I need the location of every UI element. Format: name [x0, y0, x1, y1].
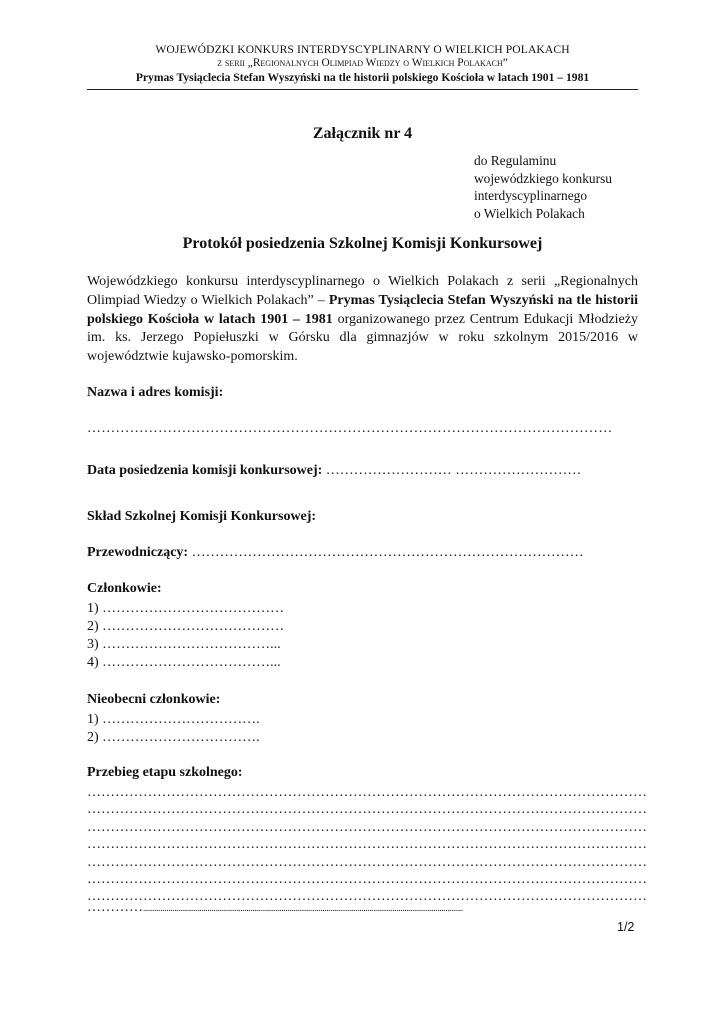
annex-ref-line: wojewódzkiego konkursu	[474, 170, 612, 186]
intro-bold-topic: Prymas Tysiąclecia Stefan Wyszyński na tle historii polskiego Kościoła w latach 1901 – 1981	[87, 292, 639, 327]
meeting-date-row	[87, 463, 581, 479]
annex-ref-line: do Regulaminu	[474, 153, 557, 168]
chair-row	[87, 545, 584, 561]
absent-member-field[interactable]: 2) …………………………….	[87, 730, 260, 745]
header-series	[87, 57, 638, 69]
intro-text-end: organizowanego przez Centrum Edukacji Młodzieży im. ks. Jerzego Popiełuszki w Górsku dla gimnazjów w roku szkolnym 2015/2016 w województwie kujawsko-pomorskim.	[87, 311, 638, 365]
course-line[interactable]: …………………………………………………………………………………………………………	[87, 837, 647, 853]
intro-text: Wojewódzkiego konkursu interdyscyplinarnego o Wielkich Polakach z serii „Regionalnych Olimpiad Wiedzy o Wielkich Polakach” –	[87, 274, 638, 308]
header-divider	[87, 89, 638, 90]
course-last-dots: ....................................................................................................................................................................	[143, 903, 463, 913]
header-series-text: z serii „Regionalnych Olimpiad Wiedzy o Wielkich Polakach”	[217, 57, 508, 69]
course-label: Przebieg etapu szkolnego:	[87, 765, 243, 780]
committee-name-label: Nazwa i adres komisji:	[87, 385, 224, 400]
annex-ref-line: o Wielkich Polakach	[474, 205, 585, 221]
chair-field[interactable]: …………………………………………………………………………	[188, 545, 584, 560]
annex-title: Załącznik nr 4	[312, 125, 413, 142]
annex-reference	[474, 152, 612, 222]
document-title: Protokół posiedzenia Szkolnej Komisji Konkursowej	[182, 235, 543, 252]
meeting-date-field[interactable]: ……………………… ………………………	[322, 463, 582, 478]
absent-members-list	[87, 711, 260, 747]
intro-paragraph	[87, 273, 638, 367]
course-line[interactable]: …………………………………………………………………………………………………………	[87, 802, 647, 818]
course-line[interactable]: …………………………………………………………………………………………………………	[87, 872, 647, 888]
member-field[interactable]: 4) ………………………………...	[87, 655, 281, 670]
course-line[interactable]: …………………………………………………………………………………………………………	[87, 819, 647, 835]
course-lines	[87, 784, 647, 906]
member-field[interactable]: 2) …………………………………	[87, 619, 285, 634]
composition-label: Skład Szkolnej Komisji Konkursowej:	[87, 509, 317, 524]
committee-name-field[interactable]: …………………………………………………………………………………………………	[87, 421, 613, 436]
header-contest-name: WOJEWÓDZKI KONKURS INTERDYSCYPLINARNY O WIELKICH POLAKACH	[155, 43, 570, 56]
page-number: 1/2	[617, 920, 635, 934]
member-field[interactable]: 1) …………………………………	[87, 601, 285, 616]
header-topic: Prymas Tysiąclecia Stefan Wyszyński na tle historii polskiego Kościoła w latach 1901 – 1981	[135, 71, 590, 84]
absent-member-field[interactable]: 1) …………………………….	[87, 712, 260, 727]
course-line[interactable]: …………………………………………………………………………………………………………	[87, 854, 647, 870]
member-field[interactable]: 3) ………………………………...	[87, 637, 281, 652]
annex-ref-line: interdyscyplinarnego	[474, 188, 588, 203]
members-list	[87, 600, 284, 672]
absent-members-label: Nieobecni członkowie:	[87, 692, 221, 707]
chair-label: Przewodniczący:	[87, 545, 189, 560]
meeting-date-label: Data posiedzenia komisji konkursowej:	[87, 463, 323, 478]
course-line-last[interactable]	[87, 900, 463, 916]
course-line[interactable]: …………………………………………………………………………………………………………	[87, 889, 647, 905]
course-line[interactable]: …………………………………………………………………………………………………………	[87, 785, 647, 800]
course-last-start: …………	[87, 900, 143, 915]
members-label: Członkowie:	[87, 581, 162, 596]
